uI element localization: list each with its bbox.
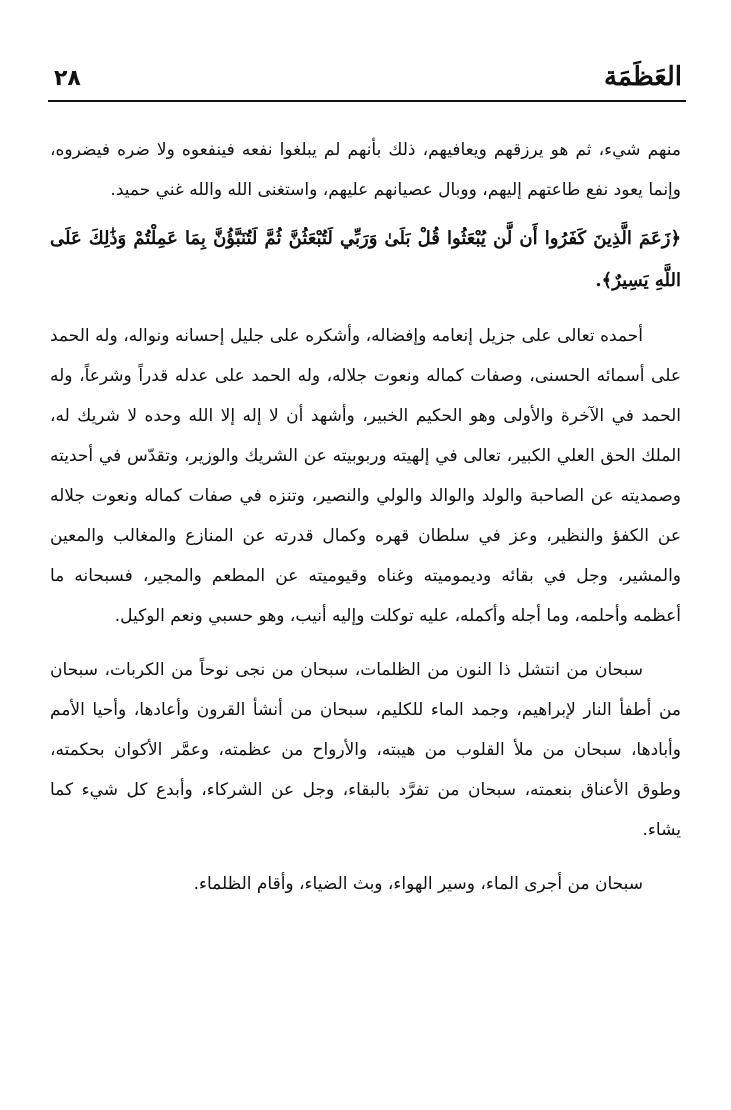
quran-verse: ﴿زَعَمَ الَّذِينَ كَفَرُوا أَن لَّن يُبْعَثُوا قُلْ بَلَىٰ وَرَبِّي لَتُبْعَثُنَّ ثُمَّ لَتُنَبَّؤُنَّ بِمَا عَمِلْتُمْ وَذَٰلِكَ عَلَى اللَّهِ يَسِيرٌ﴾. [50, 228, 681, 291]
running-title: العَظَمَة [604, 62, 682, 92]
page-header [50, 58, 686, 98]
header-divider [48, 100, 686, 102]
page-number: ٢٨ [54, 66, 81, 91]
paragraph-praise: أحمده تعالى على جزيل إنعامه وإفضاله، وأشكره على جليل إحسانه ونواله، وله الحمد على أسمائه الحسنى، وصفات كماله ونعوت جلاله، وله الحمد على عدله قدراً وشرعاً، وله الحمد في الآخرة والأولى وهو الحكيم الخبير، وأشهد أن لا إله إلا الله وحده لا شريك له، الملك الحق العلي الكبير، تعالى في إلهيته وربوبيته عن الشريك والوزير، وتقدّس في أحديته وصمديته عن الصاحبة والولد والوالد والولي والنصير، وتنزه في صفات كماله ونعوت جلاله عن الكفؤ والنظير، وعز في سلطان قهره وكمال قدرته عن المنازع والمغالب والمعين والمشير، وجل في بقائه وديموميته وغناه وقيوميته عن المطعم والمجير، فسبحانه ما أعظمه وأحلمه، وما أجله وأكمله، عليه توكلت وإليه أنيب، وهو حسبي ونعم الوكيل. [50, 326, 681, 626]
paragraph-intro: منهم شيء، ثم هو يرزقهم ويعافيهم، ذلك بأنهم لم يبلغوا نفعه فينفعوه ولا ضره فيضروه، وإنما يعود نفع طاعتهم إليهم، ووبال عصيانهم عليهم، واستغنى الله والله غني حميد. [50, 140, 681, 200]
paragraph-closing: سبحان من أجرى الماء، وسير الهواء، وبث الضياء، وأقام الظلماء. [193, 874, 643, 894]
page-body [50, 130, 681, 904]
paragraph-glorification: سبحان من انتشل ذا النون من الظلمات، سبحان من نجى نوحاً من الكربات، سبحان من أطفأ النار لإبراهيم، وجمد الماء للكليم، سبحان من أنشأ القرون وأعادها، وأحيا الأمم وأبادها، سبحان من ملأ القلوب من هيبته، والأرواح من عظمته، وعمَّر الأكوان بحكمته، وطوق الأعناق بنعمته، سبحان من تفرَّد بالبقاء، وجل عن الشركاء، وأبدع كل شيء كما يشاء. [50, 660, 681, 840]
